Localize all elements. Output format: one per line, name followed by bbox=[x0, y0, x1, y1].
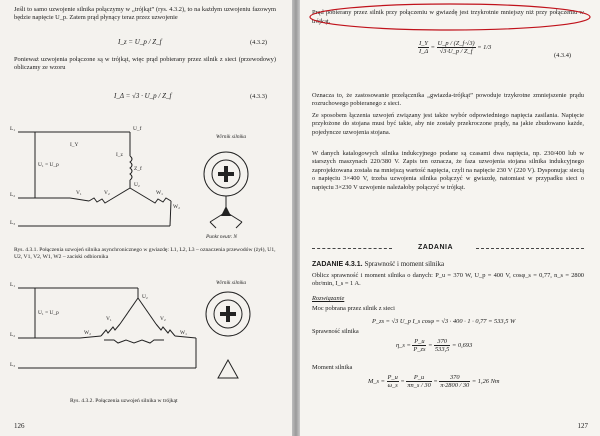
motor-title: Wirnik silnika bbox=[216, 280, 247, 286]
delta-connection-diagram bbox=[10, 276, 280, 396]
step-label: Sprawność silnika bbox=[312, 328, 359, 335]
eq-result: = 0,693 bbox=[451, 341, 473, 349]
step-label: Moc pobrana przez silnik z sieci bbox=[312, 305, 395, 312]
equation-number: (4.3.3) bbox=[250, 93, 268, 100]
eq-numerator: 370 bbox=[434, 338, 450, 346]
equation-text: I_Δ = √3 · U_p / Z_f bbox=[114, 92, 172, 100]
terminal-label-v1: V₁ bbox=[106, 316, 112, 322]
impedance-label: Z_f bbox=[134, 166, 142, 172]
right-page bbox=[300, 0, 600, 436]
task-text: Oblicz sprawność i moment silnika o danych: P_u = 370 W, U_p = 400 V, cosφ_s = 0,77, n_s = 2800 obr/min, I_s = 1 A. bbox=[312, 272, 584, 288]
book-gutter bbox=[292, 0, 300, 436]
paragraph: Ponieważ uzwojenia połączone są w trójkąt, więc prąd pobierany przez silnik z sieci (przewodowy) obliczamy ze wzoru bbox=[14, 56, 276, 72]
terminal-label-v2: V₂ bbox=[104, 190, 110, 196]
highlighted-statement: Prąd pobierany przez silnik przy połączeniu w gwiazdę jest trzykrotnie mniejszy niż przy połączeniu w trójkąt. bbox=[312, 9, 584, 25]
eq-numerator: I_Y bbox=[419, 40, 428, 47]
eq-denominator: ω_s bbox=[387, 382, 398, 389]
eq-result: = 1,26 Nm bbox=[471, 377, 500, 385]
equation-number: (4.3.2) bbox=[250, 39, 268, 46]
paragraph: W danych katalogowych silnika indukcyjnego podane są czasami dwa napięcia, np. 230/400 lub w starszych maszynach 220/380 V. Zapis ten oznacza, że faza uzwojenia stojana silnika indukcyjnego zaprojektowana została na mniejszą wartość napięcia, czyli na napięcie 230 V (220 V). Dysponując siecią o napięciu 3×400 V, trzeba uzwojenia silnika połączyć w gwiazdę, natomiast w przypadku sieci o napięciu 3×230 V uzwojenie należałoby połączyć w trójkąt. bbox=[312, 150, 584, 191]
eq-denominator: 533,5 bbox=[434, 346, 450, 353]
eq-numerator: P_u bbox=[406, 374, 431, 382]
line-label-l3: L₃ bbox=[10, 362, 16, 368]
eq-denominator: √3·U_p / Z_f bbox=[439, 48, 473, 55]
terminal-label-w1: W₁ bbox=[180, 330, 187, 336]
terminal-label-u2: U₂ bbox=[142, 294, 148, 300]
equation bbox=[118, 38, 162, 46]
terminal-label-v1: V₁ bbox=[76, 190, 82, 196]
equation: P_zs = √3 U_p I_s cosφ = √3 · 400 · 1 · 0,77 = 533,5 W bbox=[372, 318, 516, 325]
current-label-star: I_Y bbox=[70, 142, 79, 148]
equation bbox=[396, 338, 472, 353]
line-label-l1: L₁ bbox=[10, 282, 16, 288]
page-number: 126 bbox=[14, 422, 25, 430]
highlight-circle bbox=[304, 2, 592, 36]
eq-numerator: P_u bbox=[387, 374, 398, 381]
motor-title: Wirnik silnika bbox=[216, 134, 247, 140]
eq-numerator: 370 bbox=[439, 374, 470, 382]
terminal-label-v2: V₂ bbox=[160, 316, 166, 322]
neutral-caption: Punkt neutr. N bbox=[206, 234, 237, 240]
eq-sign: = bbox=[428, 341, 433, 349]
voltage-label: U₁ = U_p bbox=[38, 310, 59, 316]
eq-denominator: I_Δ bbox=[419, 48, 429, 55]
section-heading: ZADANIA bbox=[418, 244, 453, 251]
line-label-l2: L₂ bbox=[10, 332, 16, 338]
step-label: Moment silnika bbox=[312, 364, 353, 371]
section-divider-right bbox=[476, 248, 584, 249]
task-name: Sprawność i moment silnika bbox=[364, 260, 445, 268]
page-number: 127 bbox=[577, 422, 588, 430]
equation-text: I_z = U_p / Z_f bbox=[118, 38, 162, 46]
equation: M_s = $\frac{P\_u}{\omega\_s}$ = $\frac{P\_u}{\pi n\_s / 30}$ = $\frac{370}{\pi\cdot 2800 / 30}$ = 1,26 Nm bbox=[368, 374, 500, 389]
eq-numerator: U_p / (Z_f·√3) bbox=[437, 40, 475, 47]
left-page bbox=[0, 0, 292, 436]
eq-denominator: P_zs bbox=[413, 346, 426, 353]
terminal-label-w2: W₂ bbox=[173, 204, 180, 210]
equation-number: (4.3.4) bbox=[554, 52, 572, 59]
line-label-l3: L₃ bbox=[10, 220, 16, 226]
terminal-label-u2: U₂ bbox=[134, 182, 140, 188]
terminal-label-u1: U_f bbox=[133, 126, 142, 132]
voltage-label: U₁ = U_p bbox=[38, 162, 59, 168]
line-label-l1: L₁ bbox=[10, 126, 16, 132]
line-label-l2: L₂ bbox=[10, 192, 16, 198]
equation bbox=[114, 92, 171, 100]
eq-result: = 1/3 bbox=[477, 43, 492, 51]
paragraph: Ze sposobem łączenia uzwojeń związany jest także wybór odpowiedniego napięcia zasilania. Napięcie przyłożone do stojana musi być takie, aby nie zostały przekroczone prądy, na jakie zbudowano każde, pojedyncze uzwojenia stojana. bbox=[312, 112, 584, 136]
eq-lhs: η_s = bbox=[396, 341, 411, 349]
paragraph: Jeśli to samo uzwojenie silnika połączymy w „trójkąt” (rys. 4.3.2), to na każdym uzwojeniu fazowym będzie napięcie U_p. Zatem prąd płynący teraz przez uzwojenie bbox=[14, 6, 276, 22]
task-title bbox=[312, 260, 444, 268]
solution-heading: Rozwiązanie bbox=[312, 295, 345, 302]
terminal-label-w1: W₁ bbox=[156, 190, 163, 196]
eq-denominator: πn_s / 30 bbox=[407, 382, 431, 389]
section-divider-left bbox=[312, 248, 392, 249]
paragraph: Oznacza to, że zastosowanie przełącznika „gwiazda-trójkąt” powoduje trzykrotne zmniejszenie prądu rozruchowego pobieranego z sieci. bbox=[312, 92, 584, 108]
eq-lhs: M_s = bbox=[368, 377, 385, 385]
eq-denominator: π·2800 / 30 bbox=[440, 382, 470, 389]
task-number: ZADANIE 4.3.1. bbox=[312, 261, 363, 268]
star-connection-diagram bbox=[10, 116, 280, 242]
figure-caption: Rys. 4.3.1. Połączenia uzwojeń silnika asynchronicznego w gwiazdę: L1, L2, L3 – oznaczenia przewodów (żył), U1, U2, V1, V2, W1, W2 – zaciski odbiornika bbox=[14, 247, 276, 261]
terminal-label-w2: W₂ bbox=[84, 330, 91, 336]
figure-caption: Rys. 4.3.2. Połączenia uzwojeń silnika w trójkąt bbox=[70, 398, 178, 404]
eq-numerator: P_u bbox=[414, 338, 425, 345]
current-label-phase: I_z bbox=[116, 152, 123, 158]
equation: $\frac{I\_Y}{I\_\Delta}$ = $\frac{U\_p / (Z\_f\cdot√3)}{√3\cdot U\_p / Z\_f}$ = 1/3 bbox=[419, 40, 492, 55]
